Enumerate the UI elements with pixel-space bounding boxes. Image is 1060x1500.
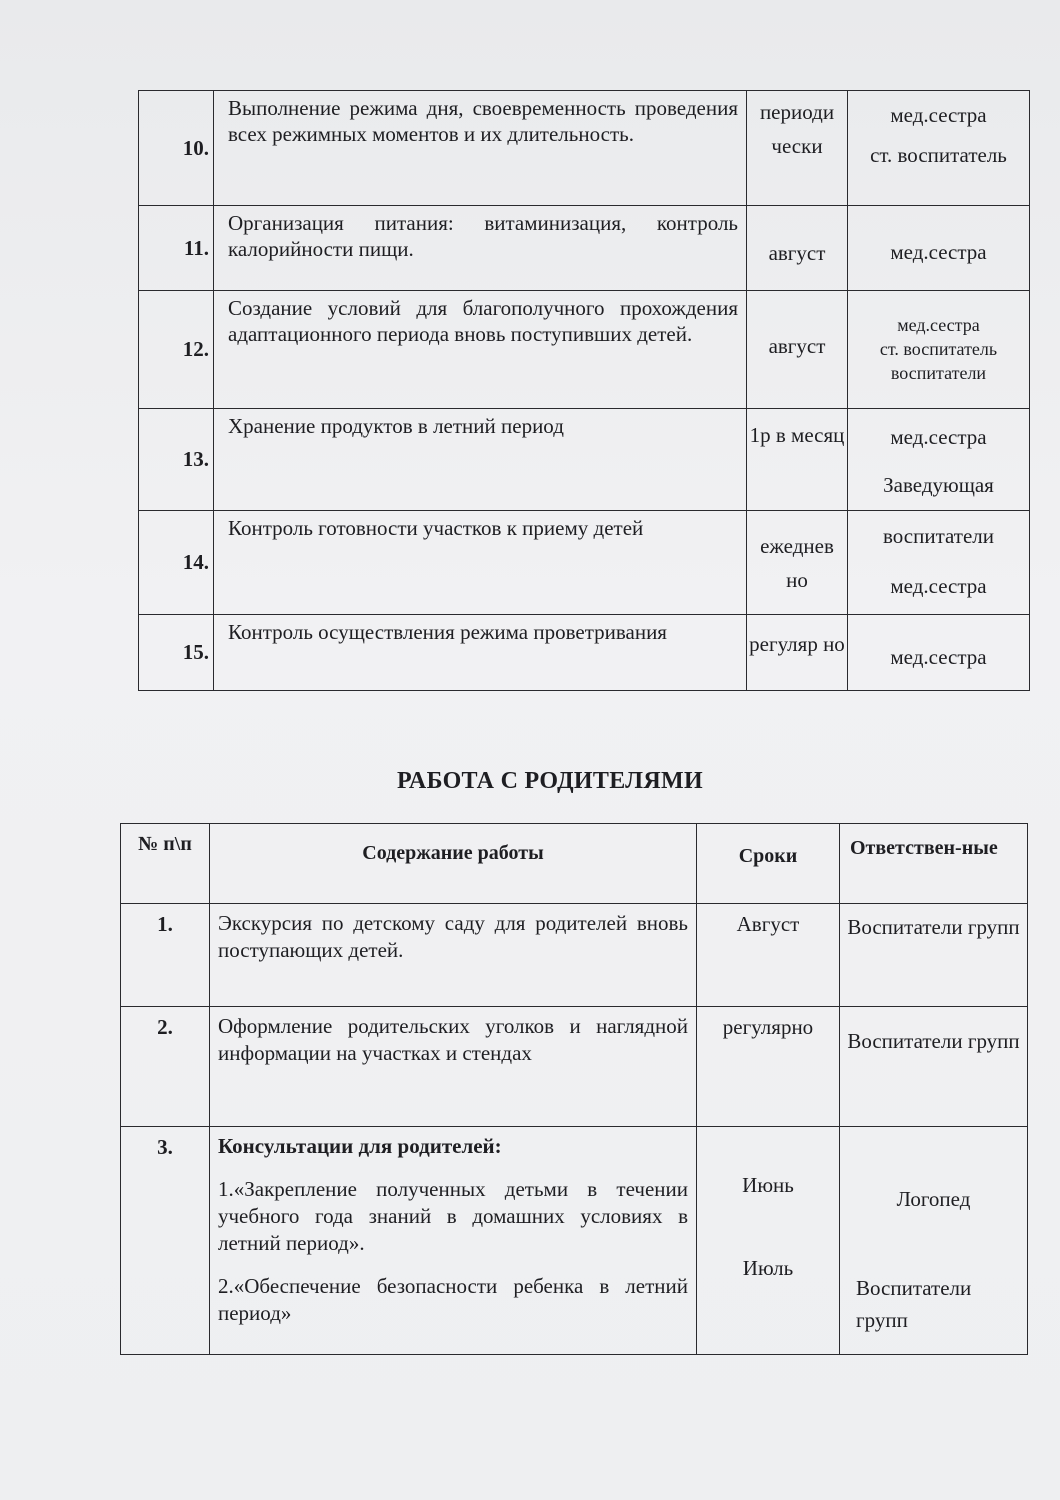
- row-term: регуляр но: [747, 615, 848, 691]
- row-number: 11.: [139, 206, 214, 291]
- header-content: Содержание работы: [210, 824, 697, 904]
- parents-work-table: [120, 823, 1028, 1355]
- header-number: № п\п: [121, 824, 210, 904]
- table-row: [139, 409, 1030, 511]
- row-number: 13.: [139, 409, 214, 511]
- row-content: Хранение продуктов в летний период: [214, 409, 747, 511]
- table-row: [121, 1127, 1028, 1355]
- row-term: август: [747, 206, 848, 291]
- row-responsible: Воспитатели групп: [840, 1007, 1028, 1127]
- row-number: 3.: [121, 1127, 210, 1355]
- row-number: 10.: [139, 91, 214, 206]
- table-row: [139, 291, 1030, 409]
- consultations-title: Консультации для родителей:: [218, 1134, 502, 1158]
- consultation-item: 1.«Закрепление полученных детьми в течении учебного года знаний в домашних условиях в летний период».: [218, 1177, 688, 1255]
- section-title: РАБОТА С РОДИТЕЛЯМИ: [397, 768, 703, 794]
- row-responsible: мед.сестра: [848, 206, 1030, 291]
- row-content: Контроль готовности участков к приему детей: [214, 511, 747, 615]
- row-content: Оформление родительских уголков и наглядной информации на участках и стендах: [210, 1007, 697, 1127]
- header-term: Сроки: [697, 824, 840, 904]
- row-term: регулярно: [697, 1007, 840, 1127]
- table-row: [139, 206, 1030, 291]
- row-number: 2.: [121, 1007, 210, 1127]
- row-term: 1р в месяц: [747, 409, 848, 511]
- row-content: Контроль осуществления режима проветривания: [214, 615, 747, 691]
- table-row: [139, 615, 1030, 691]
- row-term: август: [747, 291, 848, 409]
- row-term: Август: [697, 904, 840, 1007]
- row-content: [210, 1127, 697, 1355]
- row-number: 12.: [139, 291, 214, 409]
- row-term: периоди чески: [747, 91, 848, 206]
- row-responsible: Логопед Воспитатели групп: [840, 1127, 1028, 1355]
- consultation-item: 2.«Обеспечение безопасности ребенка в летний период»: [218, 1274, 688, 1325]
- table-row: [139, 91, 1030, 206]
- table-row: [121, 904, 1028, 1007]
- row-term: ежеднев но: [747, 511, 848, 615]
- row-responsible: мед.сестра ст. воспитатель: [848, 91, 1030, 206]
- row-term: Июнь Июль: [697, 1127, 840, 1355]
- row-responsible: воспитатели мед.сестра: [848, 511, 1030, 615]
- row-responsible: Воспитатели групп: [840, 904, 1028, 1007]
- row-content: Создание условий для благополучного прохождения адаптационного периода вновь поступивших детей.: [214, 291, 747, 409]
- row-content: Выполнение режима дня, своевременность проведения всех режимных моментов и их длительность.: [214, 91, 747, 206]
- header-responsible: Ответствен-ные: [840, 824, 1028, 904]
- health-measures-table: [138, 90, 1030, 691]
- table-header-row: [121, 824, 1028, 904]
- row-number: 1.: [121, 904, 210, 1007]
- table-row: [139, 511, 1030, 615]
- row-responsible: мед.сестра: [848, 615, 1030, 691]
- row-number: 15.: [139, 615, 214, 691]
- row-number: 14.: [139, 511, 214, 615]
- table-row: [121, 1007, 1028, 1127]
- row-content: Организация питания: витаминизация, контроль калорийности пищи.: [214, 206, 747, 291]
- row-responsible: мед.сестра ст. воспитатель воспитатели: [848, 291, 1030, 409]
- row-responsible: мед.сестра Заведующая: [848, 409, 1030, 511]
- row-content: Экскурсия по детскому саду для родителей вновь поступающих детей.: [210, 904, 697, 1007]
